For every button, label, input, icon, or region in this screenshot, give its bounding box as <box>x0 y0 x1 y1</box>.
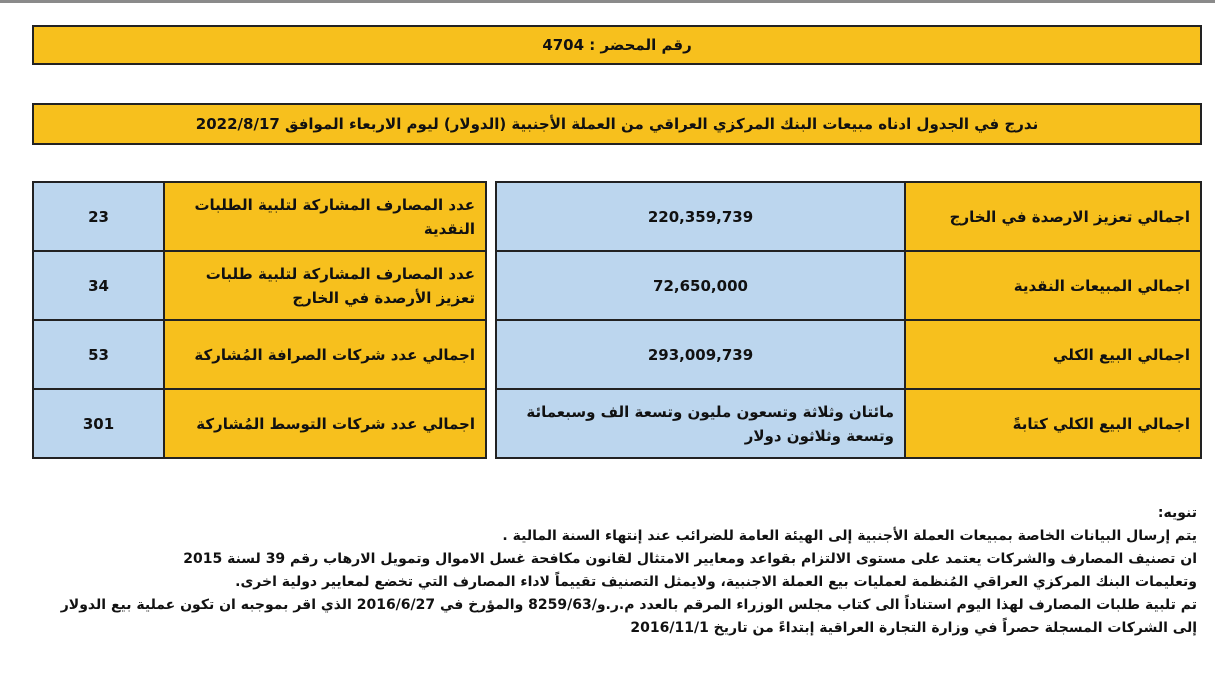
counts-value-cell: 34 <box>33 251 164 320</box>
table-row <box>33 182 486 251</box>
table-row <box>496 182 1201 251</box>
description-banner <box>32 103 1202 145</box>
notes-line: يتم إرسال البيانات الخاصة بمبيعات العملة الأجنبية إلى الهيئة العامة للضرائب عند إنتهاء السنة المالية . <box>502 528 1197 544</box>
sales-table <box>495 181 1202 459</box>
top-border-line <box>0 0 1215 3</box>
sales-value-cell: 293,009,739 <box>496 320 905 389</box>
sales-value-cell: 72,650,000 <box>496 251 905 320</box>
record-number-text: رقم المحضر : 4704 <box>542 36 692 54</box>
sales-value-cell: مائتان وثلاثة وتسعون مليون وتسعة الف وسبعمائة وتسعة وثلاثون دولار <box>496 389 905 458</box>
description-text: ندرج في الجدول ادناه مبيعات البنك المركزي العراقي من العملة الأجنبية (الدولار) ليوم الاربعاء الموافق 2022/8/17 <box>195 115 1039 133</box>
table-row <box>496 389 1201 458</box>
counts-label-cell: عدد المصارف المشاركة لتلبية طلبات تعزيز الأرصدة في الخارج <box>164 251 486 320</box>
sales-value-cell: 220,359,739 <box>496 182 905 251</box>
sales-label-cell: اجمالي المبيعات النقدية <box>905 251 1201 320</box>
sales-label-cell: اجمالي البيع الكلي <box>905 320 1201 389</box>
sales-label-cell: اجمالي البيع الكلي كتابةً <box>905 389 1201 458</box>
notes-title: تنويه: <box>1157 505 1197 521</box>
table-row <box>496 251 1201 320</box>
notes-line: ان تصنيف المصارف والشركات يعتمد على مستوى الالتزام بقواعد ومعايير الامتثال لقانون مكافحة غسل الاموال وتمويل الارهاب رقم 39 لسنة 2015 <box>183 551 1197 567</box>
notes-line: إلى الشركات المسجلة حصراً في وزارة التجارة العراقية إبتداءً من تاريخ 2016/11/1 <box>630 620 1197 636</box>
counts-label-cell: اجمالي عدد شركات الصرافة المُشاركة <box>164 320 486 389</box>
counts-value-cell: 301 <box>33 389 164 458</box>
sales-label-cell: اجمالي تعزيز الارصدة في الخارج <box>905 182 1201 251</box>
counts-table <box>32 181 487 459</box>
table-row <box>496 320 1201 389</box>
record-number-banner <box>32 25 1202 65</box>
table-row <box>33 320 486 389</box>
counts-value-cell: 53 <box>33 320 164 389</box>
notes-line: تم تلبية طلبات المصارف لهذا اليوم استناداً الى كتاب مجلس الوزراء المرقم بالعدد م.ر.و/8259/63 والمؤرخ في 2016/6/27 الذي اقر بموجبه ان تكون عملية بيع الدولار <box>60 597 1197 613</box>
counts-label-cell: اجمالي عدد شركات التوسط المُشاركة <box>164 389 486 458</box>
counts-value-cell: 23 <box>33 182 164 251</box>
notes-line: وتعليمات البنك المركزي العراقي المُنظمة لعمليات بيع العملة الاجنبية، ولايمثل التصنيف تقييماً لاداء المصارف التي تخضع لمعايير دولية اخرى. <box>235 574 1197 590</box>
table-row <box>33 389 486 458</box>
counts-label-cell: عدد المصارف المشاركة لتلبية الطلبات النقدية <box>164 182 486 251</box>
notes-section <box>17 502 1197 640</box>
table-row <box>33 251 486 320</box>
